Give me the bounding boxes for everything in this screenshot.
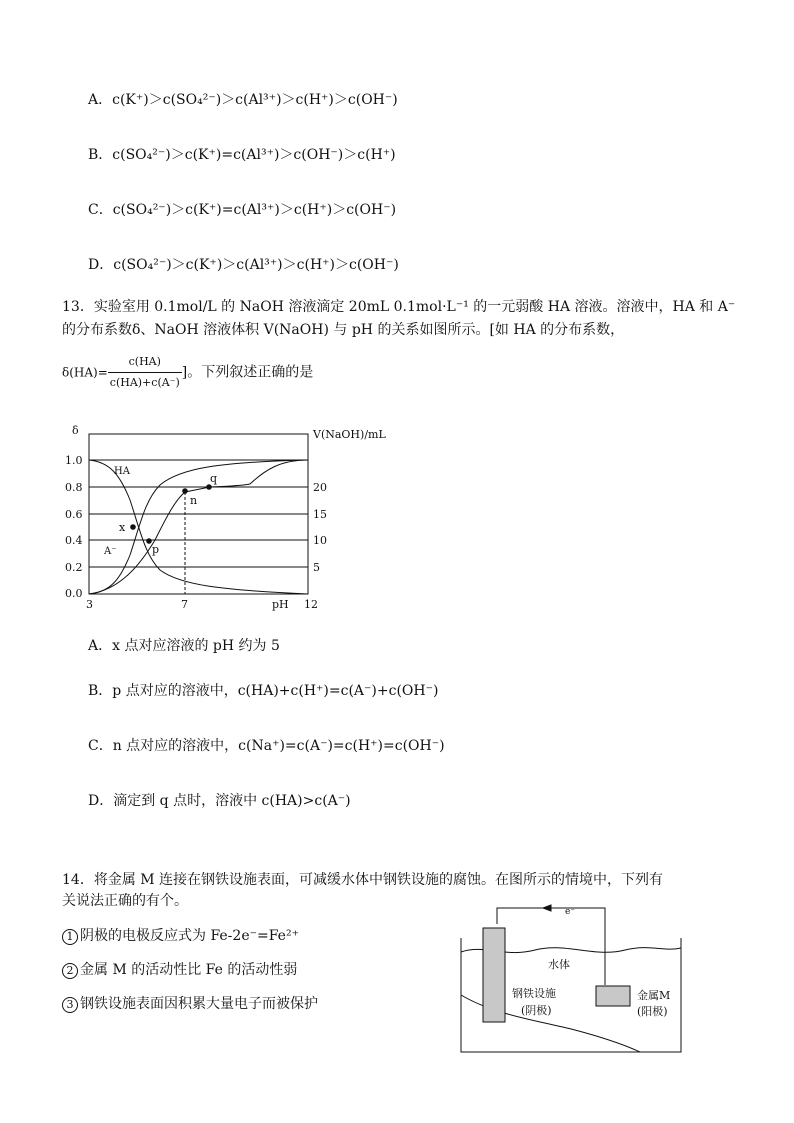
x-tick-3: 3 — [86, 598, 93, 611]
q13-option-a: A．x 点对应溶液的 pH 约为 5 — [88, 638, 280, 654]
y-tick-1: 0.2 — [65, 561, 83, 574]
label-a-minus: A⁻ — [104, 546, 117, 557]
x-tick-7: 7 — [181, 598, 188, 611]
item-text: 阴极的电极反应式为 Fe-2e⁻=Fe²⁺ — [80, 928, 299, 944]
item-text: 钢铁设施表面因积累大量电子而被保护 — [80, 996, 318, 1012]
steel-facility — [483, 928, 505, 1022]
y-tick-4: 0.8 — [65, 481, 83, 494]
metal-label-2: (阳极) — [637, 1005, 668, 1018]
q13-formula — [62, 352, 313, 393]
formula-denominator: c(HA)+c(A⁻) — [109, 376, 180, 389]
q14-stem-line1: 14．将金属 M 连接在钢铁设施表面，可减缓水体中钢铁设施的腐蚀。在图所示的情境中，下列有 — [62, 872, 664, 888]
y-right-label: V(NaOH)/mL — [313, 428, 386, 441]
y-right-tick-20: 20 — [313, 481, 327, 494]
water-label: 水体 — [548, 958, 570, 971]
x-axis-label: pH — [272, 598, 289, 611]
item-number: 3 — [62, 997, 78, 1013]
q13-stem-line2: 的分布系数δ、NaOH 溶液体积 V(NaOH) 与 pH 的关系如图所示。[如 HA 的分布系数， — [62, 322, 625, 338]
y-right-tick-10: 10 — [313, 534, 327, 547]
q12-option-b: B．c(SO₄²⁻)＞c(K⁺)=c(Al³⁺)＞c(OH⁻)＞c(H⁺) — [88, 147, 396, 163]
q12-option-a: A．c(K⁺)＞c(SO₄²⁻)＞c(Al³⁺)＞c(H⁺)＞c(OH⁻) — [88, 92, 398, 108]
q13-option-c: C．n 点对应的溶液中，c(Na⁺)=c(A⁻)=c(H⁺)=c(OH⁻) — [88, 738, 445, 754]
steel-label-1: 钢铁设施 — [512, 987, 556, 1000]
q13-stem-line1: 13．实验室用 0.1mol/L 的 NaOH 溶液滴定 20mL 0.1mol·L⁻¹ 的一元弱酸 HA 溶液。溶液中，HA 和 A⁻ — [62, 299, 736, 315]
x-tick-12: 12 — [304, 598, 318, 611]
y-tick-5: 1.0 — [65, 454, 83, 467]
formula-fraction — [108, 352, 182, 393]
y-tick-0: 0.0 — [65, 587, 83, 600]
q14-item-2 — [62, 960, 297, 980]
q14-item-3 — [62, 994, 318, 1014]
q13-option-b: B．p 点对应的溶液中，c(HA)+c(H⁺)=c(A⁻)+c(OH⁻) — [88, 683, 439, 699]
formula-numerator: c(HA) — [108, 352, 182, 373]
q14-stem-line2: 关说法正确的有个。 — [62, 893, 188, 909]
point-label-p: p — [152, 543, 160, 556]
q14-item-1 — [62, 926, 299, 946]
formula-tail: ]。下列叙述正确的是 — [181, 364, 314, 381]
corrosion-diagram — [455, 900, 690, 1060]
point-label-n: n — [190, 494, 198, 507]
y-right-tick-15: 15 — [313, 508, 327, 521]
q12-option-c: C．c(SO₄²⁻)＞c(K⁺)=c(Al³⁺)＞c(H⁺)＞c(OH⁻) — [88, 202, 397, 218]
steel-label-2: (阴极) — [521, 1004, 552, 1017]
item-text: 金属 M 的活动性比 Fe 的活动性弱 — [80, 962, 298, 978]
y-tick-2: 0.4 — [65, 534, 83, 547]
metal-m-block — [596, 986, 630, 1006]
point-label-q: q — [210, 472, 218, 485]
item-number: 1 — [62, 929, 78, 945]
formula-lhs: δ(HA)= — [62, 365, 108, 380]
q12-option-d: D．c(SO₄²⁻)＞c(K⁺)＞c(Al³⁺)＞c(H⁺)＞c(OH⁻) — [88, 257, 399, 273]
label-ha: HA — [114, 466, 130, 477]
q13-option-d: D．滴定到 q 点时，溶液中 c(HA)>c(A⁻) — [88, 793, 351, 809]
y-tick-3: 0.6 — [65, 508, 83, 521]
y-left-label: δ — [72, 424, 79, 437]
distribution-chart — [60, 420, 400, 615]
point-label-x: x — [119, 521, 126, 534]
electron-label: e⁻ — [565, 907, 576, 917]
item-number: 2 — [62, 963, 78, 979]
y-right-tick-5: 5 — [313, 561, 320, 574]
metal-label-1: 金属M — [637, 989, 671, 1002]
